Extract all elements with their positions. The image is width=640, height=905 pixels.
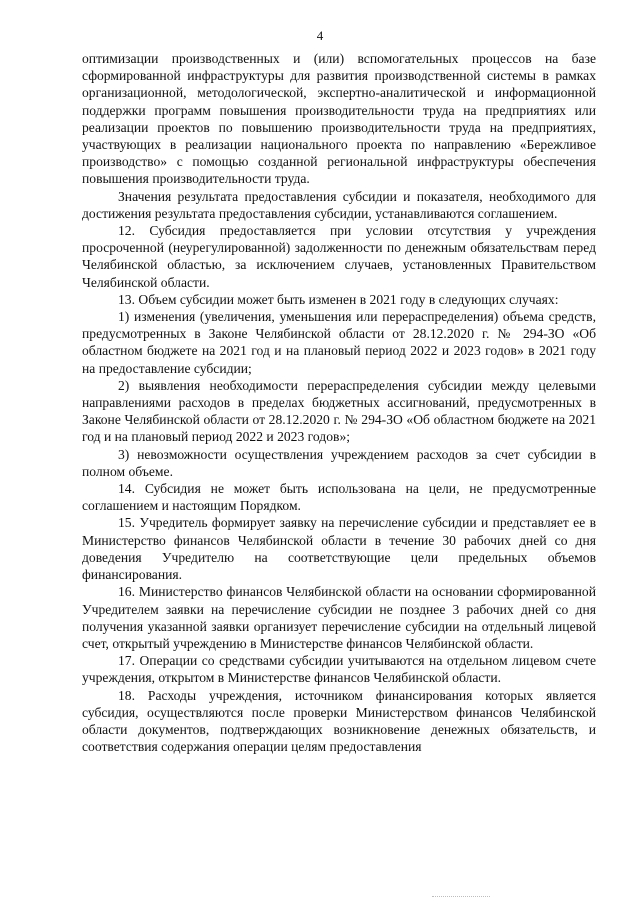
paragraph-16: 16. Министерство финансов Челябинской области на основании сформированной Учредителем заявки на перечисление субсидии не позднее 3 рабочих дней со дня получения указанной заявки организует перечисление субсидии на отдельный лицевой счет, открытый учреждению в Министерстве финансов Челябинской области. <box>82 584 596 651</box>
paragraph-13-item-1: 1) изменения (увеличения, уменьшения или перераспределения) объема средств, предусмотренных в Законе Челябинской области от 28.12.2020 г. № 294-ЗО «Об областном бюджете на 2021 год и на плановый период 2022 и 2023 годов» в 2021 году на предоставление субсидии; <box>82 309 596 376</box>
paragraph-13: 13. Объем субсидии может быть изменен в 2021 году в следующих случаях: <box>118 291 559 307</box>
paragraph-18: 18. Расходы учреждения, источником финансирования которых является субсидия, осуществляются после проверки Министерством финансов Челябинской области документов, подтверждающих возникновение денежных обязательств, и соответствия содержания операции целям предоставления <box>82 687 596 755</box>
paragraph-13-item-2: 2) выявления необходимости перераспределения субсидии между целевыми направлениями расходов в пределах бюджетных ассигнований, предусмотренных в Законе Челябинской области от 28.12.2020 г. № 294-ЗО «Об областном бюджете на 2021 год и на плановый период 2022 и 2023 годов»; <box>82 377 596 445</box>
paragraph-12: 12. Субсидия предоставляется при условии отсутствия у учреждения просроченной (неурегулированной) задолженности по денежным обязательствам перед Челябинской областью, за исключением случаев, установленных Правительством Челябинской области. <box>82 223 596 290</box>
paragraph-14: 14. Субсидия не может быть использована на цели, не предусмотренные соглашением и настоящим Порядком. <box>82 481 596 514</box>
paragraph-result-values: Значения результата предоставления субсидии и показателя, необходимого для достижения результата предоставления субсидии, устанавливаются соглашением. <box>82 188 596 221</box>
document-body <box>82 50 596 755</box>
paragraph-15: 15. Учредитель формирует заявку на перечисление субсидии и представляет ее в Министерство финансов Челябинской области в течение 30 рабочих дней со дня доведения Учредителю на соответствующие цели предельных объемов финансирования. <box>82 515 596 583</box>
paragraph-17: 17. Операции со средствами субсидии учитываются на отдельном лицевом счете учреждения, открытом в Министерстве финансов Челябинской области. <box>82 653 596 686</box>
page-number: 4 <box>316 28 324 43</box>
paragraph-continuation: оптимизации производственных и (или) вспомогательных процессов на базе сформированной инфраструктуры для развития производственной системы в рамках организационной, методологической, экспертно-аналитической и информационной поддержки программ повышения производительности труда на предприятиях или реализации проектов по повышению производительности труда на предприятиях, участвующих в реализации национального проекта по направлению «Бережливое производство» с помощью созданной региональной инфраструктуры обеспечения повышения производительности труда. <box>82 51 596 187</box>
scan-artifact <box>432 896 490 899</box>
paragraph-13-item-3: 3) невозможности осуществления учреждением расходов за счет субсидии в полном объеме. <box>82 446 596 479</box>
